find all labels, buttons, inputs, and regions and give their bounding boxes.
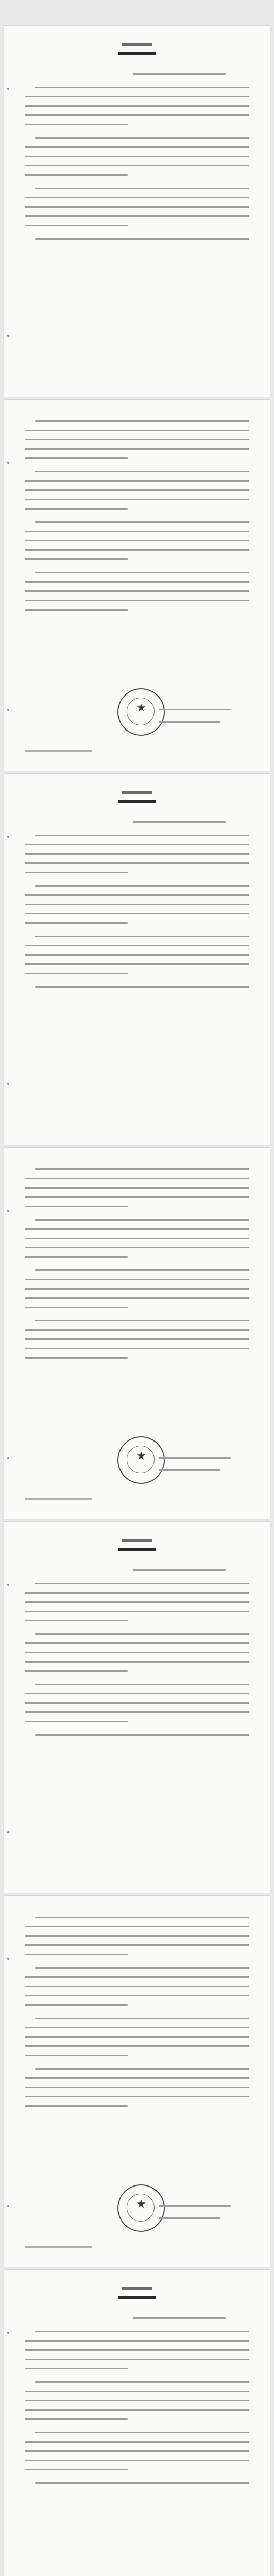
text-line [35,1633,249,1635]
text-line [25,973,128,974]
binding-hole [7,1210,9,1212]
text-line [25,2469,128,2470]
text-line [35,1168,249,1170]
text-line [25,1307,128,1308]
text-line [25,1297,249,1299]
case-number-line [133,821,226,823]
text-line [25,904,249,905]
text-line [25,945,249,946]
text-line [25,146,249,148]
text-line [25,215,249,217]
text-line [25,1995,249,1996]
text-line [35,2482,249,2484]
binding-hole [7,1831,9,1833]
binding-hole [7,1584,9,1586]
text-line [25,1592,249,1594]
signature-line [159,2205,231,2207]
text-line [25,1228,249,1230]
text-line [25,590,249,592]
text-line [25,549,249,551]
text-line [25,2105,128,2107]
scanned-page [4,26,270,397]
seal-star-icon: ★ [136,2198,146,2211]
text-line [25,430,249,431]
binding-hole [7,836,9,838]
text-line [25,165,249,166]
date-line [159,721,220,723]
text-line [25,954,249,956]
text-line [25,2045,249,2047]
text-line [25,1954,128,1955]
court-name-line [122,1539,152,1542]
text-line [25,1702,249,1704]
text-line [25,1329,249,1331]
binding-hole [7,2205,9,2207]
text-line [35,1967,249,1969]
text-line [25,581,249,583]
text-line [25,1935,249,1937]
text-line [25,922,128,924]
page-footer-line [25,750,92,752]
text-line [25,2027,249,2028]
text-line [25,558,128,560]
text-line [25,1288,249,1290]
text-line [25,1926,249,1927]
text-line [35,87,249,88]
text-line [25,894,249,896]
binding-hole [7,462,9,464]
text-line [25,439,249,440]
court-name-line [122,43,152,46]
text-line [35,2331,249,2332]
page-footer-line [25,2246,92,2248]
text-line [25,2441,249,2443]
text-line [25,1986,249,1987]
binding-hole [7,335,9,337]
text-line [25,600,249,601]
text-line [25,2340,249,2342]
scanned-page [4,774,270,1145]
court-seal-graphic [117,2184,165,2232]
seal-star-icon: ★ [136,702,146,715]
document-title-line [118,1548,156,1551]
case-number-line [133,1569,226,1571]
case-number-line [133,73,226,75]
text-line [25,1611,249,1612]
text-line [25,2349,249,2351]
text-line [25,844,249,845]
text-line [25,156,249,157]
text-line [25,197,249,198]
text-line [25,489,249,491]
text-line [35,2068,249,2070]
binding-hole [7,709,9,711]
text-line [25,1661,249,1663]
text-line [25,531,249,532]
date-line [159,2217,220,2219]
signature-line [159,1457,231,1459]
page-header [4,791,270,812]
text-line [35,1917,249,1918]
seal-star-icon: ★ [136,1450,146,1463]
text-line [25,206,249,208]
binding-hole [7,2332,9,2334]
text-line [25,1206,128,1207]
text-line [25,2036,249,2038]
text-line [25,1256,128,1258]
text-line [25,457,128,459]
document-title-line [118,2296,156,2299]
text-line [25,448,249,450]
text-line [25,2096,249,2097]
text-line [25,913,249,914]
text-line [25,1642,249,1644]
text-line [35,2018,249,2019]
date-line [159,1469,220,1471]
text-line [25,862,249,864]
page-header [4,43,270,64]
text-line [35,238,249,240]
text-line [25,114,249,116]
text-line [25,1711,249,1713]
text-line [35,188,249,189]
case-number-line [133,2317,226,2319]
text-line [25,1238,249,1239]
text-line [25,963,249,965]
text-line [25,2409,249,2411]
text-line [35,471,249,472]
text-line [25,96,249,97]
court-seal-graphic [117,688,165,736]
text-line [25,1338,249,1340]
document-title-line [118,800,156,803]
text-line [25,1620,128,1621]
text-line [25,1279,249,1280]
text-line [25,853,249,855]
text-line [35,1734,249,1736]
text-line [25,1357,128,1359]
text-line [25,2450,249,2452]
text-line [25,1601,249,1603]
text-line [25,1178,249,1179]
text-line [35,572,249,573]
signature-line [159,709,231,710]
text-line [25,2368,128,2369]
text-line [25,508,128,510]
document-title-line [118,52,156,55]
text-line [25,2087,249,2088]
text-line [25,1187,249,1189]
text-line [35,137,249,139]
text-line [25,2359,249,2360]
text-line [35,885,249,887]
text-line [35,1219,249,1221]
text-line [25,1693,249,1694]
text-line [25,2460,249,2461]
text-line [35,2381,249,2383]
page-header [4,1539,270,1560]
text-line [35,1320,249,1321]
court-seal-graphic [117,1436,165,1484]
text-line [25,1976,249,1978]
text-line [25,2418,128,2420]
text-line [25,872,128,873]
text-line [25,225,128,226]
binding-hole [7,88,9,90]
text-line [25,480,249,482]
text-line [25,2055,128,2056]
text-line [35,835,249,836]
text-line [25,540,249,541]
text-line [35,2432,249,2433]
text-line [35,986,249,988]
text-line [25,1670,128,1672]
text-line [35,1583,249,1584]
text-line [25,174,128,176]
scanned-page [4,1896,270,2267]
scanned-page [4,400,270,771]
text-line [25,1247,249,1248]
binding-hole [7,1958,9,1960]
text-line [25,2391,249,2392]
text-line [25,1348,249,1349]
text-line [25,124,128,125]
text-line [35,420,249,422]
text-line [25,499,249,500]
binding-hole [7,1457,9,1459]
text-line [25,2400,249,2401]
text-line [25,2004,128,2006]
page-header [4,2287,270,2308]
court-name-line [122,791,152,794]
scanned-page [4,2270,270,2576]
text-line [35,936,249,937]
text-line [25,2077,249,2079]
binding-hole [7,1083,9,1085]
text-line [25,1196,249,1198]
scanned-page [4,1522,270,1893]
text-line [25,105,249,107]
text-line [25,1721,128,1722]
text-line [35,1269,249,1271]
court-name-line [122,2287,152,2290]
text-line [25,609,128,611]
text-line [25,1652,249,1653]
text-line [35,1684,249,1685]
text-line [25,1944,249,1946]
scanned-page [4,1148,270,1519]
page-footer-line [25,1498,92,1500]
text-line [35,521,249,523]
